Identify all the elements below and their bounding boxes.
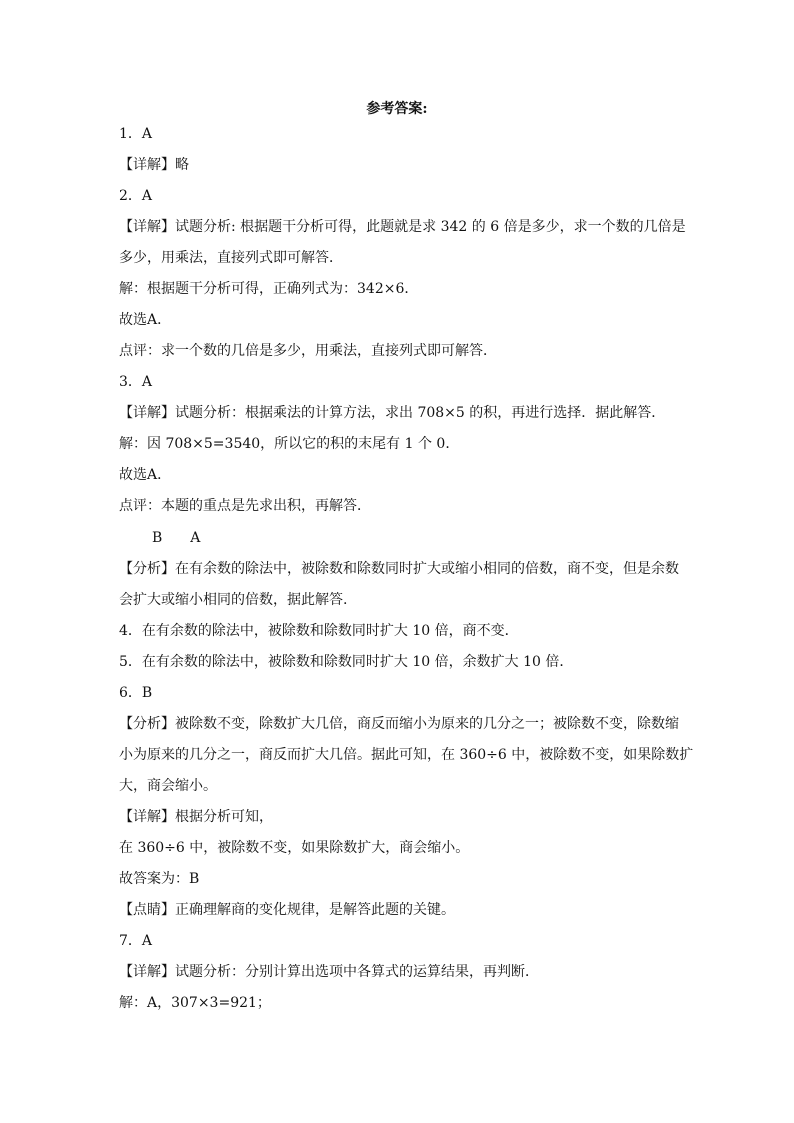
answer-line-3: 2．A (119, 188, 153, 204)
answer-line-21: 小为原来的几分之一，商反而扩大几倍。据此可知，在 360÷6 中，被除数不变，如果除数扩 (119, 747, 694, 763)
answer-line-29: 解：A，307×3=921； (119, 995, 271, 1011)
answer-line-6: 解：根据题干分析可得，正确列式为：342×6． (119, 281, 419, 297)
answer-line-26: 【点睛】正确理解商的变化规律，是解答此题的关键。 (119, 902, 455, 918)
answer-line-5: 多少，用乘法，直接列式即可解答． (119, 250, 343, 266)
answer-line-14: B A (152, 530, 201, 546)
answer-line-15: 【分析】在有余数的除法中，被除数和除数同时扩大或缩小相同的倍数，商不变，但是余数 (119, 561, 679, 577)
answer-line-11: 解：因 708×5=3540，所以它的积的末尾有 1 个 0． (119, 436, 460, 452)
answer-line-9: 3．A (119, 374, 153, 390)
answer-line-17: 4．在有余数的除法中，被除数和除数同时扩大 10 倍，商不变． (119, 623, 519, 639)
answer-line-10: 【详解】试题分析：根据乘法的计算方法，求出 708×5 的积，再进行选择．据此解答． (119, 405, 666, 421)
page-title: 参考答案: (366, 101, 428, 117)
answer-line-16: 会扩大或缩小相同的倍数，据此解答. (119, 592, 348, 608)
answer-line-28: 【详解】试题分析：分别计算出选项中各算式的运算结果，再判断． (119, 964, 539, 980)
answer-line-18: 5．在有余数的除法中，被除数和除数同时扩大 10 倍，余数扩大 10 倍． (119, 654, 574, 670)
answer-line-22: 大，商会缩小。 (119, 778, 217, 794)
answer-line-13: 点评：本题的重点是先求出积，再解答． (119, 498, 371, 514)
answer-line-25: 故答案为：B (119, 871, 200, 887)
answer-line-12: 故选A． (119, 467, 172, 483)
answer-line-1: 1．A (119, 126, 153, 142)
answer-line-2: 【详解】略 (119, 157, 189, 173)
answer-line-7: 故选A． (119, 312, 172, 328)
answer-line-24: 在 360÷6 中，被除数不变，如果除数扩大，商会缩小。 (119, 840, 470, 856)
answer-line-27: 7．A (119, 933, 153, 949)
answer-line-19: 6．B (119, 685, 153, 701)
answer-line-8: 点评：求一个数的几倍是多少，用乘法，直接列式即可解答． (119, 343, 497, 359)
answer-line-23: 【详解】根据分析可知， (119, 809, 273, 825)
answer-line-4: 【详解】试题分析: 根据题干分析可得，此题就是求 342 的 6 倍是多少，求一个数的几倍是 (119, 219, 686, 235)
answer-line-20: 【分析】被除数不变，除数扩大几倍，商反而缩小为原来的几分之一；被除数不变，除数缩 (119, 716, 679, 732)
